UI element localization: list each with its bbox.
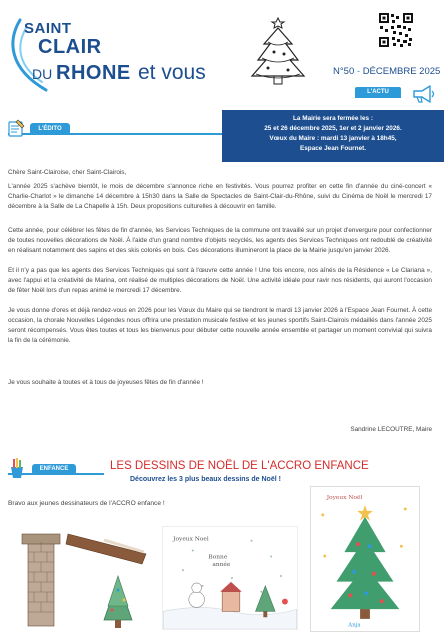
edito-label: L'ÉDITO: [30, 123, 70, 135]
christmas-tree-icon: [246, 16, 310, 88]
svg-text:Joyeux Noël: Joyeux Noël: [326, 495, 363, 502]
notice-line-2: 25 et 26 décembre 2025, 1er et 2 janvier 2026.: [264, 125, 402, 132]
edito-closing: Je vous souhaite à toutes et à tous de joyeuses fêtes de fin d'année !: [8, 379, 204, 386]
logo-et-vous: et vous: [138, 61, 206, 84]
issue-info: [333, 66, 440, 77]
logo: [6, 16, 221, 96]
svg-text:Joyeux Noel: Joyeux Noel: [173, 536, 209, 543]
edito-paragraph-3: Et il n'y a pas que les agents des Services Techniques qui sont à l'œuvre cette année ! Une fois encore, nos aînés de la Résidence « Le Clariana », avec l'appui et la créativité de Marina, ont réalisé de multiples décorations de Noël. Une activité idéale pour ravir nos résidents, qui auront l'occasion de fêter Noël lors d'un repas animé le mercredi 17 décembre.: [8, 267, 432, 294]
actu-tab: L'ACTU: [355, 87, 401, 98]
notepad-icon: [6, 118, 26, 138]
pencil-cup-icon: [6, 457, 28, 479]
bravo-text: Bravo aux jeunes dessinateurs de l'ACCRO enfance !: [8, 500, 165, 507]
notice-line-3: Vœux du Maire : mardi 13 janvier à 18h45,: [269, 135, 397, 142]
notice-line-1: La Mairie sera fermée les :: [293, 115, 373, 122]
drawings-title: LES DESSINS DE NOËL DE L'ACCRO ENFANCE: [110, 460, 369, 472]
issue-date: DÉCEMBRE 2025: [362, 66, 441, 77]
edito-greeting: Chère Saint-Clairoise, cher Saint-Clairois,: [8, 169, 127, 176]
edito-paragraph-4: Je vous donne d'ores et déjà rendez-vous en 2026 pour les Vœux du Maire qui se tiendront le mardi 13 janvier 2026 à l'Espace Jean Fournet. À cette occasion, la chorale Nouvelles Légendes nous offrira une prestation musicale festive et les jeunes sportifs Saint-Clairois médaillés dans l'année 2025 seront récompensés. Vous êtes toutes et tous les bienvenus pour débuter cette nouvelle année ensemble et partager un moment convivial qui suivra la fin de la cérémonie.: [8, 307, 432, 344]
edito-paragraph-1: L'année 2025 s'achève bientôt, le mois de décembre s'annonce riche en festivités. Vous pourrez profiter en cette fin d'année du ciné-concert « Charlie-Charlot » le dimanche 14 décembre à 15h30 dans la Salle de Spectacles de Saint-Clair-du-Rhône, suivi du Cinéma de Noël le mercredi 17 décembre à la Salle de La Chapelle à 15h. Deux propositions culturelles à découvrir en famille.: [8, 183, 432, 210]
edito-paragraph-2: Cette année, pour célébrer les fêtes de fin d'année, les Services Techniques de la commune ont travaillé sur un projet d'envergure pour confectionner de toutes nouvelles décorations de Noël. À l'aide d'un grand nombre d'objets recyclés, les agents des Services Techniques ont redoublé de créativité en réalisant notamment des sapins et des skis colorés en bois. Ces décorations illumineront la place de la Mairie jusqu'en janvier 2026.: [8, 227, 432, 254]
issue-separator: -: [356, 66, 361, 77]
svg-text:Bonne: Bonne: [208, 554, 228, 561]
logo-du: DU: [32, 66, 53, 82]
logo-saint: SAINT: [24, 20, 72, 37]
drawings-subtitle: Découvrez les 3 plus beaux dessins de Noël !: [130, 476, 281, 483]
issue-number: N°50: [333, 66, 355, 77]
child-drawing-snow-scene: [162, 526, 298, 630]
signature: Sandrine LECOUTRE, Maire: [350, 426, 432, 433]
logo-rhone: RHONE: [56, 62, 131, 84]
logo-clair: CLAIR: [38, 36, 102, 58]
svg-text:année: année: [212, 562, 231, 569]
megaphone-icon: [410, 84, 436, 104]
svg-text:Anja: Anja: [348, 622, 361, 629]
enfance-label: ENFANCE: [32, 464, 76, 475]
notice-line-4: Espace Jean Fournet.: [299, 145, 367, 152]
qr-code-icon[interactable]: [378, 12, 414, 48]
closure-notice: [222, 110, 444, 162]
child-drawing-christmas-tree: [310, 486, 420, 632]
child-drawing-chimney: [8, 520, 148, 632]
